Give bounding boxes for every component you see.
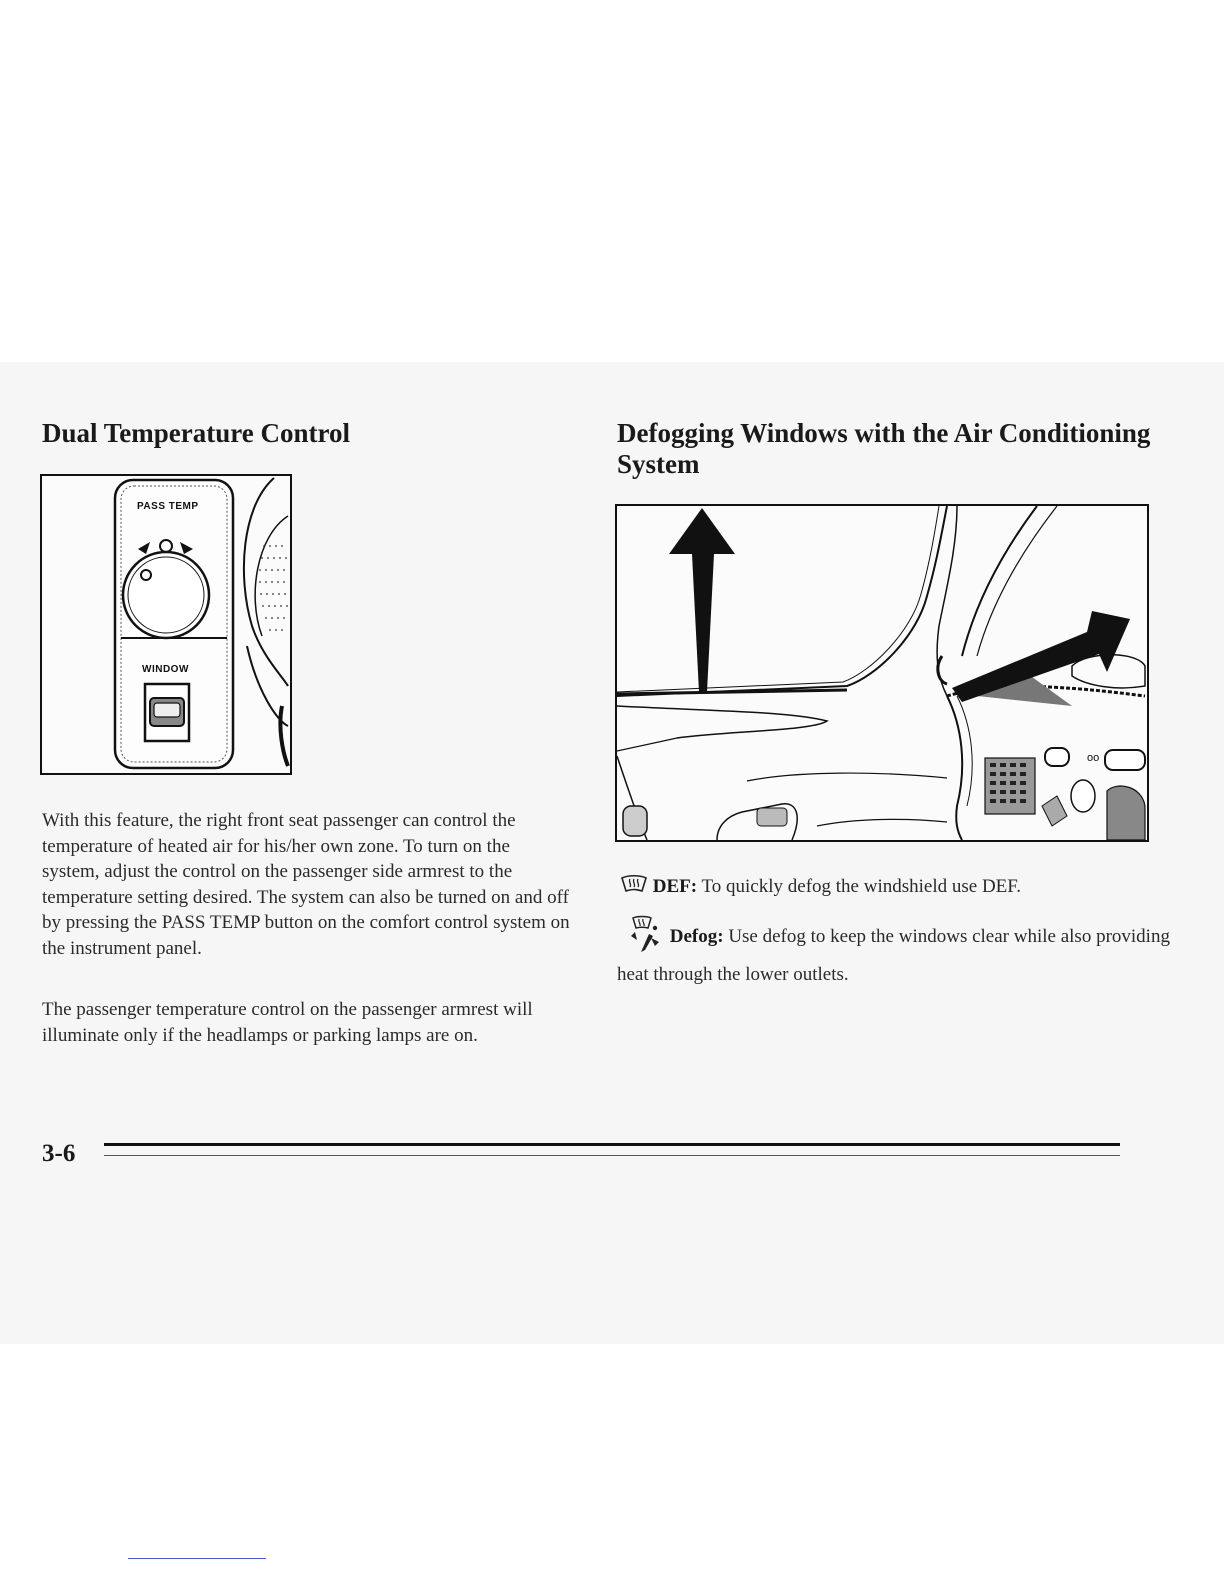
pass-temp-label: PASS TEMP	[137, 501, 199, 512]
defrost-windshield-icon	[620, 874, 648, 902]
pass-temp-control-illustration	[40, 474, 292, 775]
bottom-link-underline	[128, 1558, 266, 1559]
defog-icon	[617, 914, 665, 962]
dual-temperature-heading: Dual Temperature Control	[42, 418, 351, 448]
dashboard-defog-illustration	[615, 504, 1149, 842]
window-label: WINDOW	[142, 664, 189, 675]
defogging-heading: Defogging Windows with the Air Conditioning System	[617, 418, 1151, 479]
footer-rule-thick	[104, 1143, 1120, 1146]
svg-text:oo: oo	[1087, 752, 1100, 764]
illumination-note: The passenger temperature control on the passenger armrest will illuminate only if the headlamps or parking lamps are on.	[42, 999, 533, 1046]
def-description	[620, 874, 1180, 902]
defog-text: Use defog to keep the windows clear while also providing heat through the lower outlets.	[617, 926, 1170, 985]
footer-rule-thin	[104, 1155, 1120, 1156]
defog-description	[617, 914, 1177, 987]
dual-temp-description: With this feature, the right front seat passenger can control the temperature of heated air for his/her own zone. To turn on the system, adjust the control on the passenger side armrest to the temperature setting desired. The system can also be turned on and off by pressing the PASS TEMP button on the comfort control system on the instrument panel.	[42, 810, 570, 959]
def-label: DEF:	[652, 876, 698, 898]
page-number: 3-6	[42, 1140, 76, 1167]
defog-label: Defog:	[669, 926, 724, 948]
def-text: To quickly defog the windshield use DEF.	[697, 876, 1022, 898]
